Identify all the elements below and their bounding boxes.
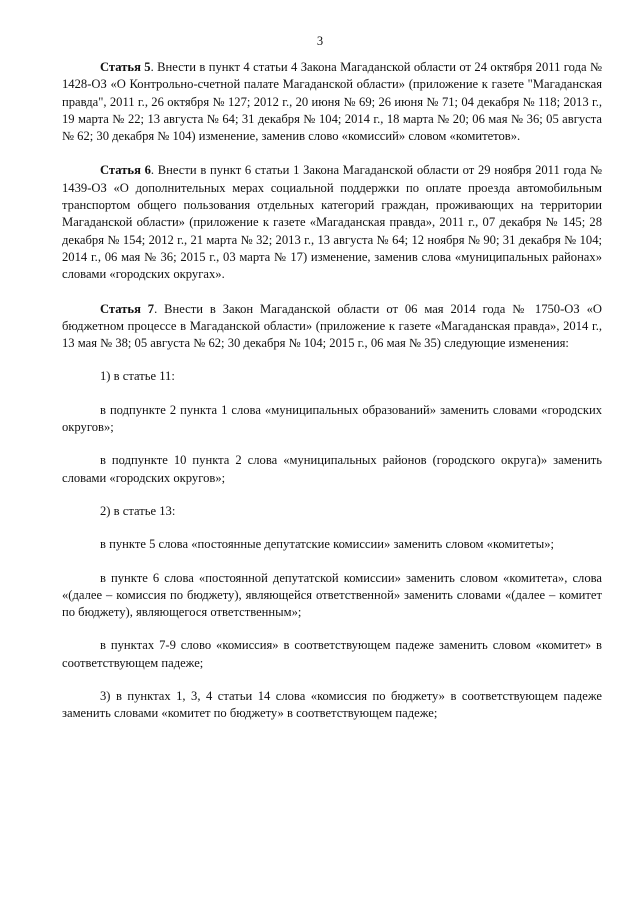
item-3-paragraph: 3) в пунктах 1, 3, 4 статьи 14 слова «комиссия по бюджету» в соответствующем падеже заменить словами «комитет по бюджету» в соответствующем падеже; <box>62 689 602 721</box>
article-6-text: . Внести в пункт 6 статьи 1 Закона Магаданской области от 29 ноября 2011 года № 1439-ОЗ «О дополнительных мерах социальной поддержки по оплате проезда автомобильным транспортом общего пользования отдельных категорий граждан, проживающих на территории Магаданской области» (приложение к газете «Магаданская правда», 2011 г., 07 декабря № 145; 28 декабря № 154; 2012 г., 21 марта № 32; 2013 г., 13 августа № 64; 12 ноября № 90; 31 декабря № 104; 2014 г., 06 мая № 36; 2015 г., 03 марта № 17) изменение, заменив слова «муниципальных районах» словами «городских округах». <box>62 163 602 282</box>
article-7-label: Статья 7 <box>100 301 155 316</box>
article-5-label: Статья 5 <box>100 60 151 74</box>
page-number: 3 <box>316 34 324 48</box>
item-2-subclause-a: в пункте 5 слова «постоянные депутатские комиссии» заменить словом «комитеты»; <box>100 537 555 552</box>
article-7-text: . Внести в Закон Магаданской области от 06 мая 2014 года № 1750-ОЗ «О бюджетном процессе в Магаданской области» (приложение к газете «Магаданская правда», 2014 г., 13 мая № 38; 05 августа № 62; 30 декабря № 104; 2015 г., 06 мая № 35) следующие изменения: <box>62 301 602 351</box>
item-1-heading: 1) в статье 11: <box>100 369 175 384</box>
item-2-subclause-c: в пунктах 7-9 слово «комиссия» в соответствующем падеже заменить словом «комитет» в соответствующем падеже; <box>62 638 602 670</box>
item-1-subclause-b: в подпункте 10 пункта 2 слова «муниципальных районов (городского округа)» заменить словами «городских округов»; <box>62 453 602 485</box>
item-1-subclause-a: в подпункте 2 пункта 1 слова «муниципальных образований» заменить словами «городских округов»; <box>62 402 602 435</box>
article-5-text: . Внести в пункт 4 статьи 4 Закона Магаданской области от 24 октября 2011 года № 1428-ОЗ «О Контрольно-счетной палате Магаданской области» (приложение к газете "Магаданская правда", 2011 г., 26 октября № 127; 2012 г., 20 июня № 69; 26 июня № 71; 04 декабря № 118; 2013 г., 19 марта № 22; 13 августа № 64; 31 декабря № 104; 2014 г., 18 марта № 20; 06 мая № 36; 05 августа № 62; 30 декабря № 104) изменение, заменив слово «комиссий» словом «комитетов». <box>62 60 602 144</box>
article-5-paragraph <box>62 59 602 145</box>
article-7-paragraph <box>62 301 602 353</box>
item-2-heading: 2) в статье 13: <box>100 503 176 518</box>
article-6-label: Статья 6 <box>100 163 151 178</box>
article-6-paragraph <box>62 162 602 283</box>
item-2-subclause-b: в пункте 6 слова «постоянной депутатской комиссии» заменить словом «комитета», слова «(далее – комиссия по бюджету), являющейся ответственной» заменить словами «(далее – комитет по бюджету), являющегося ответственным»; <box>62 570 602 620</box>
